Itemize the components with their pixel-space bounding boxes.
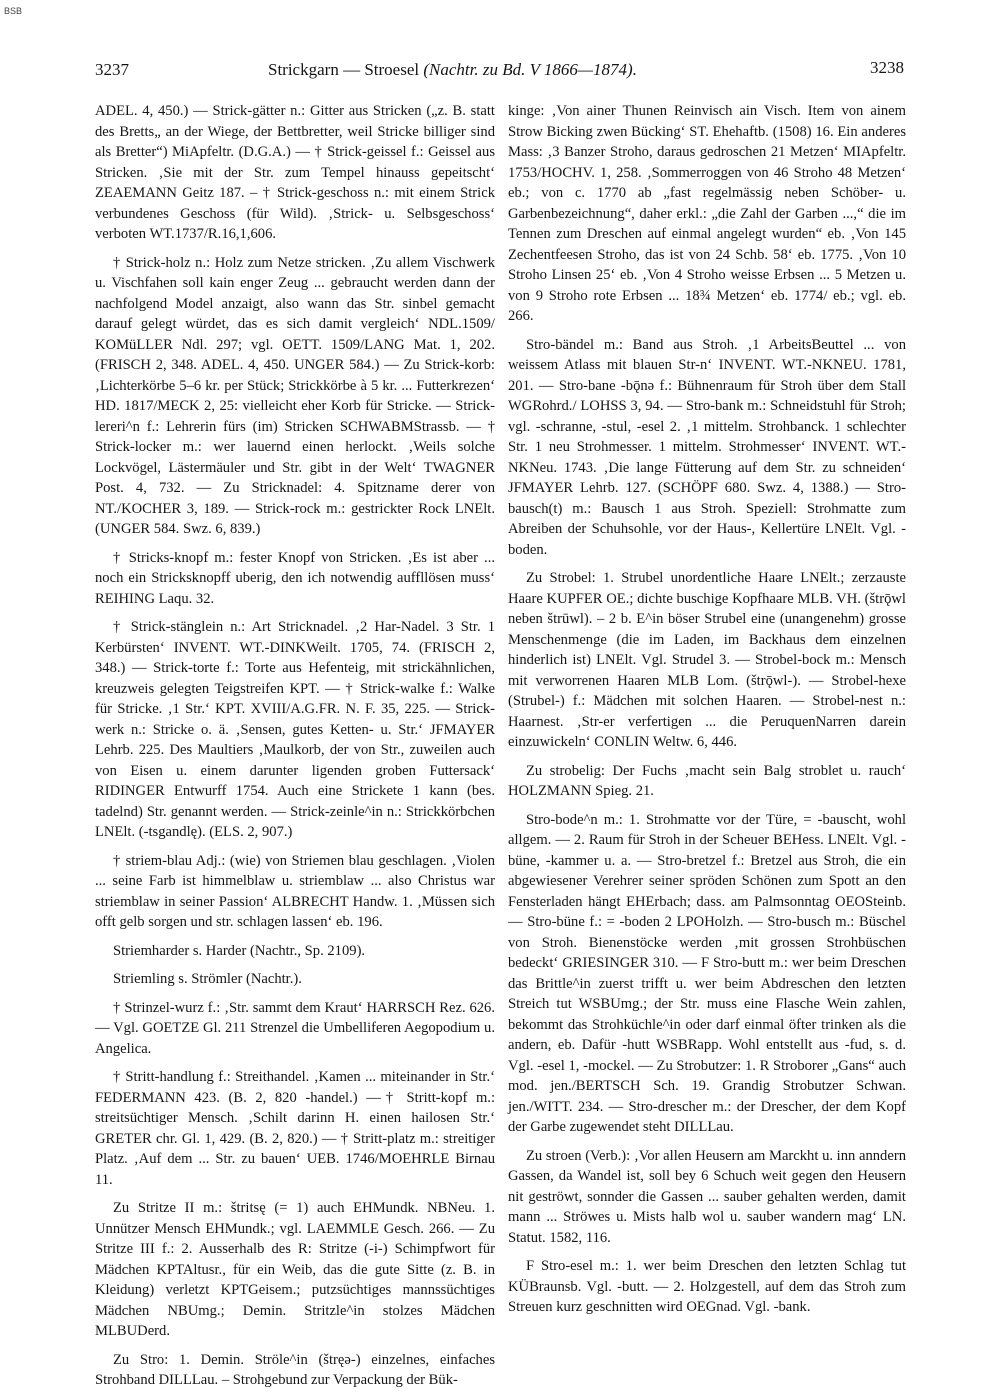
entry-paragraph: Zu Strobel: 1. Strubel unordentliche Haare LNElt.; zerzauste Haare KUPFER OE.; dichte buschige Kopfhaare MLB. VH. (štrǭwl neben štrūwl). – 2 b. E^in böser Strubel eine (unangenehm) grosse Menschenmenge (die im Laden, im Backhaus dem einzelnen hinderlich ist) LNElt. Vgl. Strudel 3. — Strobel-bock m.: Mensch mit verworrenen Haaren MLB Lom. (štrǭwl-). — Strobel-hexe (Strubel-) f.: Mädchen mit solchen Haaren. — Strobel-nest n.: Haarnest. ‚Str-er verfertigen ... die PeruquenNarren darein einzuwickeln‘ CONLIN Weltw. 6, 446. [508, 570, 906, 750]
entry-paragraph: Stro-bode^n m.: 1. Strohmatte vor der Türe, = -bauscht, wohl allgem. — 2. Raum für Stroh in der Scheuer BEHess. LNElt. Vgl. -büne, -kammer u. a. — Stro-bretzel f.: Bretzel aus Stroh, die ein abgewiesener Verehrer seiner spröden Schönen zum Spott an den Fensterladen hängt EHErbach; dass. am Palmsonntag OEOSteinb. — Stro-büne f.: = -boden 2 LPOHolzh. — Stro-busch m.: Büschel von Stroh. Bienenstöcke werden ‚mit grossen Strohbüschen bedeckt‘ GRIESINGER 310. — F Stro-butt m.: wer beim Dreschen das Brittle^in zuerst trifft u. wer beim Abdreschen den letzten Streich tut WSBUmg.; der Str. muss eine Flasche Wein zahlen, bekommt das Strohküchle^in oder darf einmal öfter trinken als die andern, eb. Dafür -hutt WSBRapp. Wohl entstellt aus -fud, s. d. Vgl. -esel 1, -mockel. — Zu Strobutzer: 1. R Stroborer „Gans“ auch mod. jen./BERTSCH Sch. 19. Grandig Strobutzer Schwan. jen./WITT. 234. — Stro-drescher m.: der Drescher, der dem Kopf der Garbe zugewendet steht DILLLau. [508, 811, 906, 1135]
running-header [268, 60, 637, 80]
entry-paragraph: Zu Stritze II m.: štritsę (= 1) auch EHMundk. NBNeu. 1. Unnützer Mensch EHMundk.; vgl. LAEMMLE Gesch. 266. — Zu Stritze III f.: 2. Ausserhalb des R: Stritze (-i-) Schimpfwort für Mädchen KPTAltusr., für ein Weib, das die gute Sitte (z. B. in Kleidung) verletzt KPTGeisem.; putzsüchtiges mannssüchtiges Mädchen NBUmg.; Demin. Stritzle^in stolzes Mädchen MLBUDerd. [95, 1200, 495, 1339]
entry-paragraph: Zu stroen (Verb.): ‚Vor allen Heusern am Marckht u. inn anndern Gassen, da Wandel ist, soll bey 6 Schuch weit gegen den Heusern nit geströwt, sonnder die Gassen ... sauber gehalten werden, damit mann ... Ströwes u. Mists halb wol u. sauber wandern mag‘ LN. Statut. 1582, 116. [508, 1147, 906, 1246]
library-stamp: BSB [4, 6, 23, 16]
entry-paragraph: Zu strobelig: Der Fuchs ‚macht sein Balg stroblet u. rauch‘ HOLZMANN Spieg. 21. [508, 762, 906, 799]
left-column [95, 101, 495, 1399]
header-title: Strickgarn — Stroesel [268, 60, 420, 79]
page-number-left: 3237 [95, 60, 129, 79]
entry-paragraph: † Stricks-knopf m.: fester Knopf von Stricken. ‚Es ist aber ... noch ein Stricksknopff uberig, den ich notwendig auffllösen muss‘ REIHING Laqu. 32. [95, 549, 495, 607]
entry-paragraph: Zu Stro: 1. Demin. Ströle^in (štręə-) einzelnes, einfaches Strohband DILLLau. – Strohgebund zur Verpackung der Bük- [95, 1351, 495, 1388]
entry-paragraph: Striemharder s. Harder (Nachtr., Sp. 2109). [113, 942, 366, 959]
entry-paragraph: † Strinzel-wurz f.: ‚Str. sammt dem Kraut‘ HARRSCH Rez. 626. — Vgl. GOETZE Gl. 211 Strenzel die Umbelliferen Aegopodium u. Angelica. [95, 999, 495, 1057]
entry-paragraph: ADEL. 4, 450.) — Strick-gätter n.: Gitter aus Stricken („z. B. statt des Bretts„ an der Wiege, der Bettbretter, weil Stricke billiger sind als Bretter“) MiApfeltr. (D.G.A.) — † Strick-geissel f.: Geissel aus Stricken. ‚Sie mit der Str. zum Tempel hinauss gepeitscht‘ ZEAEMANN Geitz 187. – † Strick-geschoss n.: mit einem Strick verbundenes Geschoss (für Wild). ‚Strick- u. Selbsgeschoss‘ verboten WT.1737/R.16,1,606. [95, 103, 495, 242]
header-subtitle: (Nachtr. zu Bd. V 1866—1874). [423, 60, 637, 79]
entry-paragraph: † Strick-holz n.: Holz zum Netze stricken. ‚Zu allem Vischwerk u. Vischfahen soll kain enger Zeug ... gebraucht werden dann der nachfolgend Model anzaigt, also wann das Str. sinbel gemacht darauf gelegt würdet, das es sich damit vergleich‘ NDL.1509/ KOMüLLER Ndl. 297; vgl. OETT. 1509/LANG Mat. 1, 202. (FRISCH 2, 348. ADEL. 4, 450. UNGER 584.) — Zu Strick-korb: ‚Lichterkörbe 5–6 kr. per Stück; Strickkörbe à 5 kr. ... Futterkrezen‘ HD. 1817/MECK 2, 25: vielleicht eher Korb für Stricke. — Strick-lereri^n f.: Lehrerin fürs (im) Stricken SCHWABMStrassb. — † Strick-locker m.: wer lauernd einen herlockt. ‚Weils solche Lockvögel, Lästermäuler und Str. gibt in der Welt‘ TWAGNER Post. 4, 732. — Zu Stricknadel: 4. Spitzname derer von NT./KOCHER 3, 189. — Strick-rock m.: gestrickter Rock LNElt. (UNGER 584. Swz. 6, 839.) [95, 254, 495, 537]
entry-paragraph: † Stritt-handlung f.: Streithandel. ‚Kamen ... miteinander in Str.‘ FEDERMANN 423. (B. 2, 820 -handel.) —† Stritt-kopf m.: streitsüchtiger Mensch. ‚Schilt darinn H. einen hailosen Str.‘ GRETER chr. Gl. 1, 429. (B. 2, 820.) — † Stritt-platz m.: streitiger Platz. ‚Auf dem ... Str. zu bauen‘ UEB. 1746/MOEHRLE Birnau 11. [95, 1069, 495, 1188]
entry-paragraph: Stro-bändel m.: Band aus Stroh. ‚1 ArbeitsBeuttel ... von weissem Atlass mit blauen Str-n‘ INVENT. WT.-NKNEU. 1781, 201. — Stro-bane -bǭnə f.: Bühnenraum für Stroh über dem Stall WGRohrd./ LOHSS 3, 94. — Stro-bank m.: Schneidstuhl für Stroh; vgl. -schranne, -stul, -esel 2. ‚1 mittelm. Strohbanck. 1 schlechter Str. 1 neu Strohmesser. 1 mittelm. Strohmesser‘ INVENT. WT.-NKNeu. 1743. ‚Die lange Fütterung auf dem Str. zu schneiden‘ JFMAYER Lehrb. 127. (SCHÖPF 680. Swz. 4, 1388.) — Stro-bausch(t) m.: Bausch 1 aus Stroh. Speziell: Strohmatte zum Abreiben der Schuhsohle, vor der Haus-, Kellertüre LNElt. Vgl. -boden. [508, 336, 906, 558]
page-number-right: 3238 [870, 58, 904, 77]
entry-paragraph: kinge: ‚Von ainer Thunen Reinvisch ain Visch. Item von ainem Strow Bicking zwen Bücking‘ ST. Ehehaftb. (1508) 16. Ein anderes Mass: ‚3 Banzer Stroho, daraus gedroschen 21 Metzen‘ MIApfeltr. 1753/HOCHV. 1, 258. ‚Sommerroggen von 46 Stroho 48 Metzen‘ eb.; von c. 1770 ab „fast regelmässig neben Schöber- u. Garbenbezeichnung“, daher erkl.: „die Zahl der Garben ...,“ die im Tennen zum Dreschen auf einmal angelegt wurden“ eb. ‚Von 145 Zechentfeesen Stroho, das ist von 24 Schb. 58‘ eb. 1775. ‚Von 10 Stroho Linsen 25‘ eb. ‚Von 4 Stroho weisse Erbsen ... 5 Metzen u. von 9 Stroho rote Erbsen ... 18¾ Metzen‘ eb. 1774/ eb.; vgl. eb. 266. [508, 103, 906, 324]
entry-paragraph: † striem-blau Adj.: (wie) von Striemen blau geschlagen. ‚Violen ... seine Farb ist himmelblaw u. striemblaw ... also Christus war striemblaw in seiner Passion‘ ALBRECHT Handw. 1. ‚Müssen sich offt gelb sorgen und str. schlagen lassen‘ eb. 196. [95, 852, 495, 930]
entry-paragraph: Striemling s. Strömler (Nachtr.). [113, 971, 302, 987]
right-column [508, 101, 906, 1326]
entry-paragraph: F Stro-esel m.: 1. wer beim Dreschen den letzten Schlag tut KÜBraunsb. Vgl. -butt. — 2. Holzgestell, auf dem das Stroh zum Streuen kurz geschnitten wird OEGnad. Vgl. -bank. [508, 1258, 906, 1315]
entry-paragraph: † Strick-stänglein n.: Art Stricknadel. ‚2 Har-Nadel. 3 Str. 1 Kerbürsten‘ INVENT. WT.-DINKWeilt. 1705, 74. (FRISCH 2, 348.) — Strick-torte f.: Torte aus Hefenteig, mit strickähnlichen, kreuzweis gelegten Teigstreifen KPT. — † Strick-walke f.: Walke für Stricke. ‚1 Str.‘ KPT. XVIII/A.G.FR. N. F. 35, 225. — Strick-werk n.: Stricke o. ä. ‚Sensen, gutes Ketten- u. Str.‘ JFMAYER Lehrb. 225. Des Maultiers ‚Maulkorb, der von Str., zuweilen auch von Eisen u. einem darunter ligenden groben Futtersack‘ RIDINGER Entwurff 1754. Auch eine Strickete 1 kann (bes. tadelnd) Str. genannt werden. — Strick-zeinle^in n.: Strickkörbchen LNElt. (-tsgandlę). (ELS. 2, 907.) [95, 619, 495, 840]
